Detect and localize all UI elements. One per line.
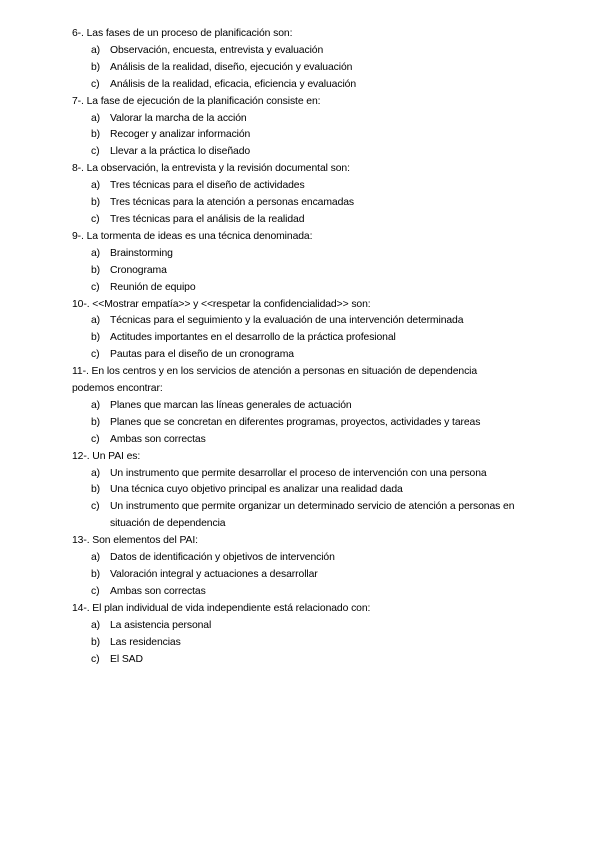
answer-option	[72, 195, 534, 212]
option-text: Tres técnicas para el análisis de la realidad	[110, 213, 305, 225]
answer-option	[72, 313, 534, 330]
answer-option	[72, 280, 534, 297]
option-text: Observación, encuesta, entrevista y evaluación	[110, 44, 324, 56]
option-text: Las residencias	[110, 636, 181, 648]
answer-options	[72, 313, 534, 364]
option-text: Una técnica cuyo objetivo principal es analizar una realidad dada	[110, 484, 403, 496]
answer-option	[72, 499, 534, 533]
option-text: Recoger y analizar información	[110, 129, 251, 141]
question-4	[72, 229, 534, 297]
option-text: Tres técnicas para el diseño de actividades	[110, 180, 305, 192]
answer-option	[72, 584, 534, 601]
option-text: Brainstorming	[110, 247, 173, 259]
option-letter: b)	[91, 636, 101, 648]
question-text: 13-. Son elementos del PAI:	[72, 535, 198, 547]
answer-options	[72, 178, 534, 229]
option-letter: c)	[91, 213, 100, 225]
option-letter: c)	[91, 281, 100, 293]
answer-option	[72, 466, 534, 483]
answer-option	[72, 77, 534, 94]
option-text: Análisis de la realidad, diseño, ejecución y evaluación	[110, 61, 353, 73]
option-letter: a)	[91, 399, 101, 411]
option-letter: b)	[91, 264, 101, 276]
option-text: Actitudes importantes en el desarrollo de la práctica profesional	[110, 332, 396, 344]
question-9	[72, 601, 534, 669]
answer-option	[72, 482, 534, 499]
answer-options	[72, 246, 534, 297]
answer-option	[72, 618, 534, 635]
answer-options	[72, 466, 534, 534]
question-text: 11-. En los centros y en los servicios de atención a personas en situación de dependencia podemos encontrar:	[72, 366, 478, 395]
question-2	[72, 94, 534, 162]
option-letter: a)	[91, 619, 101, 631]
answer-option	[72, 635, 534, 652]
answer-option	[72, 212, 534, 229]
option-letter: c)	[91, 501, 100, 513]
option-letter: b)	[91, 569, 101, 580]
question-text: 14-. El plan individual de vida independiente está relacionado con:	[72, 602, 371, 614]
option-text: Valoración integral y actuaciones a desarrollar	[110, 569, 318, 580]
option-letter: a)	[91, 552, 101, 564]
answer-option	[72, 567, 534, 584]
option-text: Un instrumento que permite organizar un determinado servicio de atención a personas en situación de dependencia	[110, 501, 515, 530]
answer-option	[72, 347, 534, 364]
answer-options	[72, 111, 534, 162]
option-text: Ambas son correctas	[110, 433, 206, 445]
option-letter: c)	[91, 433, 100, 445]
answer-options	[72, 43, 534, 94]
answer-option	[72, 398, 534, 415]
answer-options	[72, 550, 534, 601]
question-text: 7-. La fase de ejecución de la planificación consiste en:	[72, 95, 321, 107]
question-text: 10-. <<Mostrar empatía>> y <<respetar la confidencialidad>> son:	[72, 298, 371, 310]
question-7	[72, 449, 534, 534]
option-letter: a)	[91, 315, 101, 327]
question-3	[72, 161, 534, 229]
answer-option	[72, 550, 534, 567]
option-text: Llevar a la práctica lo diseñado	[110, 146, 251, 158]
question-text: 9-. La tormenta de ideas es una técnica denominada:	[72, 230, 313, 242]
option-text: Técnicas para el seguimiento y la evaluación de una intervención determinada	[110, 315, 464, 327]
question-8	[72, 533, 534, 601]
option-text: Pautas para el diseño de un cronograma	[110, 349, 294, 361]
answer-option	[72, 127, 534, 144]
question-5	[72, 297, 534, 365]
option-letter: b)	[91, 332, 101, 344]
option-letter: b)	[91, 129, 101, 141]
answer-option	[72, 178, 534, 195]
option-letter: b)	[91, 197, 101, 209]
option-text: Ambas son correctas	[110, 585, 206, 597]
answer-option	[72, 652, 534, 669]
option-text: Valorar la marcha de la acción	[110, 112, 247, 124]
option-text: El SAD	[110, 653, 143, 665]
answer-options	[72, 398, 534, 449]
answer-option	[72, 330, 534, 347]
option-letter: a)	[91, 112, 101, 124]
question-1	[72, 26, 534, 94]
question-text: 12-. Un PAI es:	[72, 450, 141, 462]
option-text: Planes que se concretan en diferentes programas, proyectos, actividades y tareas	[110, 416, 481, 428]
option-letter: c)	[91, 146, 100, 158]
option-text: La asistencia personal	[110, 619, 212, 631]
answer-option	[72, 246, 534, 263]
option-text: Tres técnicas para la atención a personas encamadas	[110, 197, 355, 209]
option-text: Cronograma	[110, 264, 167, 276]
question-6	[72, 364, 534, 449]
option-letter: c)	[91, 653, 100, 665]
option-letter: b)	[91, 484, 101, 496]
option-letter: a)	[91, 180, 101, 192]
answer-option	[72, 111, 534, 128]
option-letter: b)	[91, 61, 101, 73]
answer-option	[72, 263, 534, 280]
option-letter: c)	[91, 585, 100, 597]
option-text: Datos de identificación y objetivos de intervención	[110, 552, 335, 564]
question-text: 6-. Las fases de un proceso de planificación son:	[72, 28, 293, 39]
answer-options	[72, 618, 534, 669]
option-letter: c)	[91, 78, 100, 90]
option-letter: a)	[91, 247, 101, 259]
quiz-question-list	[72, 26, 534, 668]
option-text: Análisis de la realidad, eficacia, eficiencia y evaluación	[110, 78, 357, 90]
answer-option	[72, 415, 534, 432]
option-text: Reunión de equipo	[110, 281, 196, 293]
answer-option	[72, 144, 534, 161]
option-letter: a)	[91, 467, 101, 479]
option-text: Un instrumento que permite desarrollar el proceso de intervención con una persona	[110, 467, 487, 479]
option-letter: c)	[91, 349, 100, 361]
option-letter: b)	[91, 416, 101, 428]
answer-option	[72, 432, 534, 449]
answer-option	[72, 43, 534, 60]
question-text: 8-. La observación, la entrevista y la revisión documental son:	[72, 163, 350, 175]
option-text: Planes que marcan las líneas generales de actuación	[110, 399, 352, 411]
answer-option	[72, 60, 534, 77]
option-letter: a)	[91, 44, 101, 56]
